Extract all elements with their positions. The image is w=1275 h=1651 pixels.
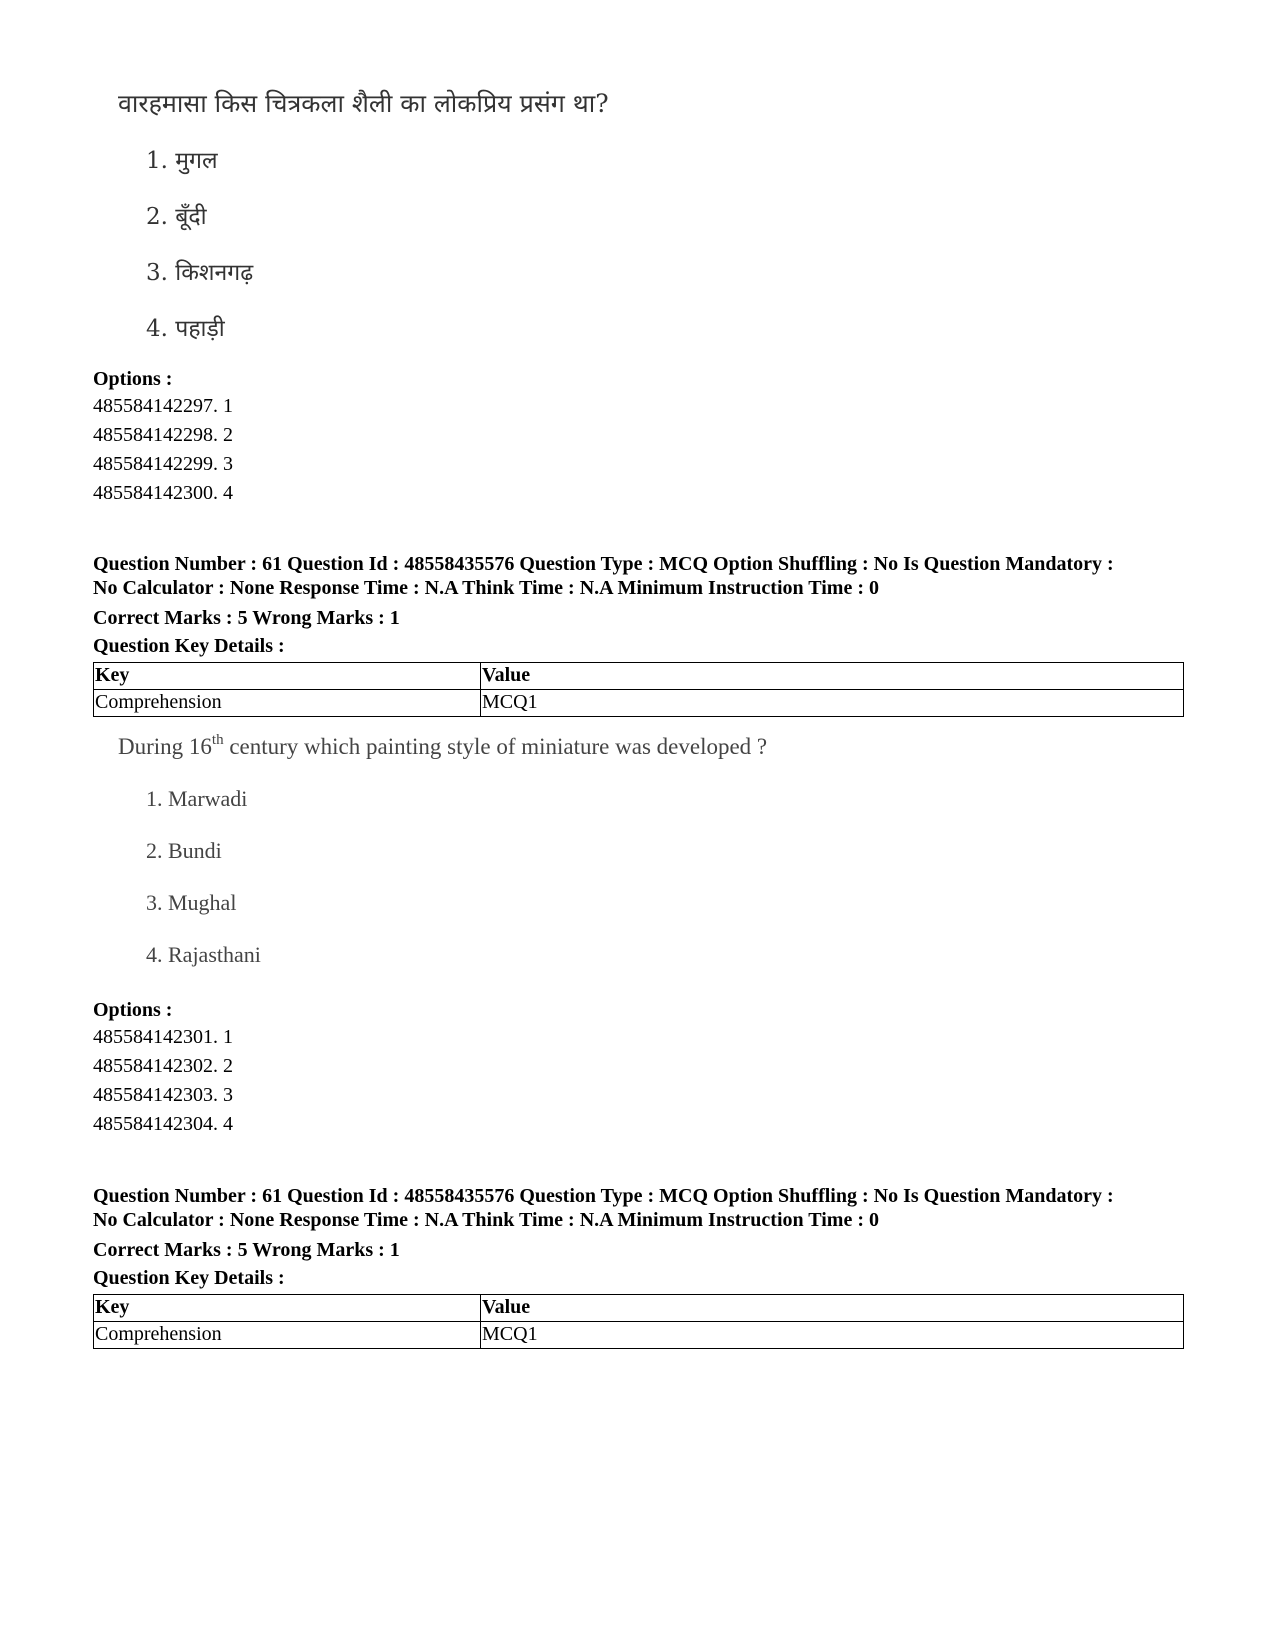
question-option-1: 1. मुगल [146, 148, 218, 174]
question-stem-text: During 16 [118, 734, 212, 759]
question-stem [118, 734, 767, 760]
question-metadata [93, 552, 1183, 717]
question-meta-line-1: Question Number : 61 Question Id : 48558435576 Question Type : MCQ Option Shuffling : No Is Question Mandatory : [93, 553, 1114, 575]
table-header-row [94, 1295, 1184, 1322]
options-block [93, 366, 1183, 508]
question-option-4: 4. Rajasthani [146, 942, 261, 967]
options-label: Options : [93, 368, 173, 390]
question-stem-superscript: th [211, 732, 224, 748]
table-header-key: Key [94, 1295, 481, 1322]
question-option-2: 2. बूँदी [146, 204, 207, 230]
table-cell-value: MCQ1 [481, 690, 1184, 717]
key-value-table [93, 1294, 1184, 1349]
question-meta-line-2: No Calculator : None Response Time : N.A Think Time : N.A Minimum Instruction Time : 0 [93, 1209, 879, 1231]
key-details-label: Question Key Details : [93, 1267, 285, 1289]
table-header-value: Value [481, 1295, 1184, 1322]
option-id-line: 485584142298. 2 [93, 424, 233, 446]
option-id-line: 485584142299. 3 [93, 453, 233, 475]
table-header-key: Key [94, 663, 481, 690]
option-id-line: 485584142301. 1 [93, 1026, 233, 1048]
table-cell-value: MCQ1 [481, 1322, 1184, 1349]
question-option-3: 3. Mughal [146, 890, 237, 915]
table-cell-key: Comprehension [94, 1322, 481, 1349]
key-value-table [93, 662, 1184, 717]
question-stem: वारहमासा किस चित्रकला शैली का लोकप्रिय प्रसंग था? [118, 89, 609, 118]
question-option-1: 1. Marwadi [146, 786, 248, 811]
option-id-line: 485584142304. 4 [93, 1113, 233, 1135]
table-header-value: Value [481, 663, 1184, 690]
options-label: Options : [93, 999, 173, 1021]
table-header-row [94, 663, 1184, 690]
question-stem-text: century which painting style of miniature was developed ? [223, 734, 768, 759]
option-id-line: 485584142303. 3 [93, 1084, 233, 1106]
table-row [94, 1322, 1184, 1349]
marks-line: Correct Marks : 5 Wrong Marks : 1 [93, 1239, 400, 1261]
question-option-2: 2. Bundi [146, 838, 222, 863]
question-option-3: 3. किशनगढ़ [146, 260, 254, 286]
question-metadata [93, 1184, 1183, 1349]
option-id-line: 485584142297. 1 [93, 395, 233, 417]
options-block [93, 997, 1183, 1139]
option-id-line: 485584142300. 4 [93, 482, 233, 504]
table-cell-key: Comprehension [94, 690, 481, 717]
key-details-label: Question Key Details : [93, 635, 285, 657]
table-row [94, 690, 1184, 717]
question-meta-line-1: Question Number : 61 Question Id : 48558435576 Question Type : MCQ Option Shuffling : No Is Question Mandatory : [93, 1185, 1114, 1207]
option-id-line: 485584142302. 2 [93, 1055, 233, 1077]
question-meta-line-2: No Calculator : None Response Time : N.A Think Time : N.A Minimum Instruction Time : 0 [93, 577, 879, 599]
marks-line: Correct Marks : 5 Wrong Marks : 1 [93, 607, 400, 629]
question-option-4: 4. पहाड़ी [146, 316, 225, 342]
